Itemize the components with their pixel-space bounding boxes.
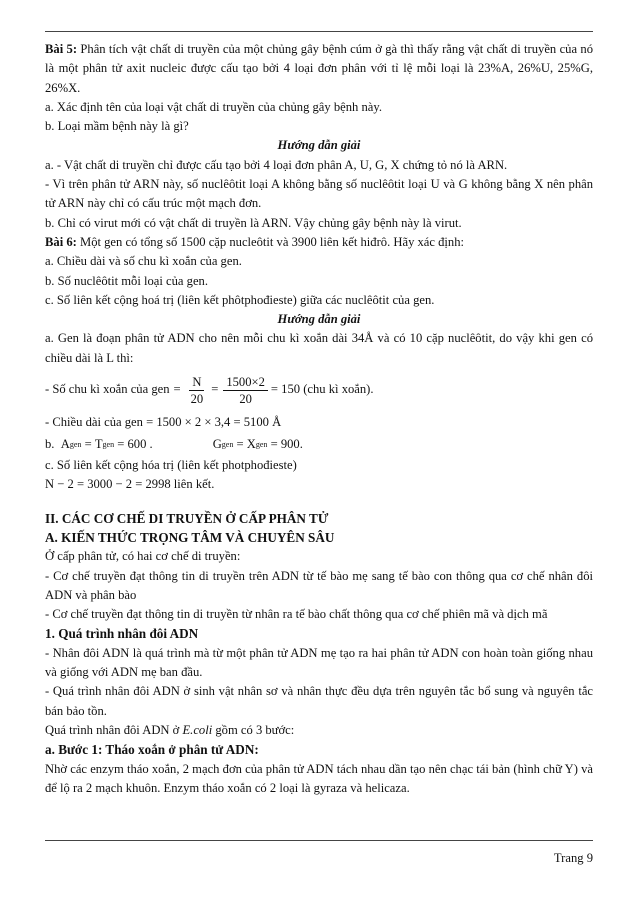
heading-dna-replication: 1. Quá trình nhân đôi ADN bbox=[45, 626, 199, 642]
section-paragraph-4: - Nhân đôi ADN là quá trình mà từ một phân tử ADN mẹ tạo ra hai phân tử ADN con hoàn toàn giống nhau và giống với ADN mẹ ban đầu. bbox=[45, 645, 593, 680]
bai6-answer-a: a. Gen là đoạn phân tử ADN cho nên mỗi chu kì xoắn dài 34Å và có 10 cặp nuclêôtit, do vậy khi gen có chiều dài là L thì: bbox=[45, 331, 593, 365]
section-paragraph-2: - Cơ chế truyền đạt thông tin di truyền trên ADN từ tế bào mẹ sang tế bào con thông qua cơ chế nhân đôi ADN và phân bào bbox=[45, 568, 593, 602]
bai6-question-c: c. Số liên kết cộng hoá trị (liên kết phôtphođieste) giữa các nuclêôtit của gen. bbox=[45, 292, 435, 307]
helix-count-formula: - Số chu kì xoắn của gen = $\frac{N}{20}$ = $\frac{1500\times 2}{20}$ = 150 (chu kì xoắn). bbox=[45, 374, 374, 406]
section-paragraph-7: Nhờ các enzym tháo xoắn, 2 mạch đơn của phân tử ADN tách nhau dần tạo nên chạc tái bản (hình chữ Y) và để lộ ra 2 mạch khuôn. Enzym tháo xoắn có 2 loại là gyraza và helicaza. bbox=[45, 761, 593, 795]
bai5-question-a: a. Xác định tên của loại vật chất di truyền của chủng gây bệnh này. bbox=[45, 99, 382, 114]
fraction-1500x2-20: $\frac{1500\times 2}{20}$ bbox=[223, 374, 268, 407]
bai6-answer-c: c. Số liên kết cộng hóa trị (liên kết photphođieste) bbox=[45, 458, 297, 473]
section-paragraph-3: - Cơ chế truyền đạt thông tin di truyền từ nhân ra tế bào chất thông qua cơ chế phiên mã và dịch mã bbox=[45, 607, 548, 622]
header-rule bbox=[45, 31, 593, 32]
bai6-guide-heading: Hướng dẫn giải bbox=[277, 312, 361, 327]
length-formula: - Chiều dài của gen = 1500 × 2 × 3,4 = 5100 Å bbox=[45, 415, 282, 430]
bai6-answer-c-result: N − 2 = 3000 − 2 = 2998 liên kết. bbox=[45, 477, 215, 492]
bai5-label: Bài 5: bbox=[45, 42, 78, 56]
bai5-statement: Bài 5: Phân tích vật chất di truyền của một chủng gây bệnh cúm ở gà thì thấy rằng vật chất di truyền của nó là một phân tử axit nucleic được cấu tạo bởi 4 loại đơn phân với tỉ lệ mỗi loại là 23%A, 26%U, 25%G, 26%X. bbox=[45, 42, 593, 95]
bai5-answer-1: a. - Vật chất di truyền chỉ được cấu tạo bởi 4 loại đơn phân A, U, G, X chứng tỏ nó là ARN. bbox=[45, 157, 508, 172]
heading-step-1: a. Bước 1: Tháo xoắn ở phân tử ADN: bbox=[45, 742, 259, 758]
bai5-question-b: b. Loại mầm bệnh này là gì? bbox=[45, 119, 189, 134]
footer-rule bbox=[45, 840, 593, 841]
section-paragraph-6: Quá trình nhân đôi ADN ở E.coli gồm có 3 bước: bbox=[45, 722, 295, 737]
fraction-n-20: $\frac{N}{20}$ bbox=[190, 374, 204, 406]
section-paragraph-5: - Quá trình nhân đôi ADN ở sinh vật nhân sơ và nhân thực đều dựa trên nguyên tắc bổ sung và nguyên tắc bán bảo tồn. bbox=[45, 684, 593, 718]
nucleotide-count-formula: b. A gen = T gen = 600 . G gen = X gen = 900. bbox=[45, 437, 303, 452]
bai6-question-a: a. Chiều dài và số chu kì xoắn của gen. bbox=[45, 254, 242, 269]
section-subtitle: A. KIẾN THỨC TRỌNG TÂM VÀ CHUYÊN SÂU bbox=[45, 529, 335, 545]
section-title: II. CÁC CƠ CHẾ DI TRUYỀN Ở CẤP PHÂN TỬ bbox=[45, 510, 329, 526]
bai6-statement: Bài 6: Một gen có tổng số 1500 cặp nucleôtit và 3900 liên kết hiđrô. Hãy xác định: bbox=[45, 234, 465, 249]
bai5-answer-3: b. Chỉ có virut mới có vật chất di truyền là ARN. Vậy chủng gây bệnh này là virut. bbox=[45, 215, 462, 230]
bai6-question-b: b. Số nuclêôtit mỗi loại của gen. bbox=[45, 273, 208, 288]
bai5-answer-2: - Vì trên phân tử ARN này, số nuclêôtit loại A không bằng số nuclêôtit loại U và G không bằng X nên phân tử ARN này chỉ có cấu trúc một mạch đơn. bbox=[45, 177, 593, 211]
bai5-guide-heading: Hướng dẫn giải bbox=[277, 138, 361, 153]
bai6-label: Bài 6: bbox=[45, 234, 77, 249]
page-number: Trang 9 bbox=[553, 851, 593, 865]
section-paragraph-1: Ở cấp phân tử, có hai cơ chế di truyền: bbox=[45, 549, 241, 564]
page-content bbox=[45, 40, 593, 798]
